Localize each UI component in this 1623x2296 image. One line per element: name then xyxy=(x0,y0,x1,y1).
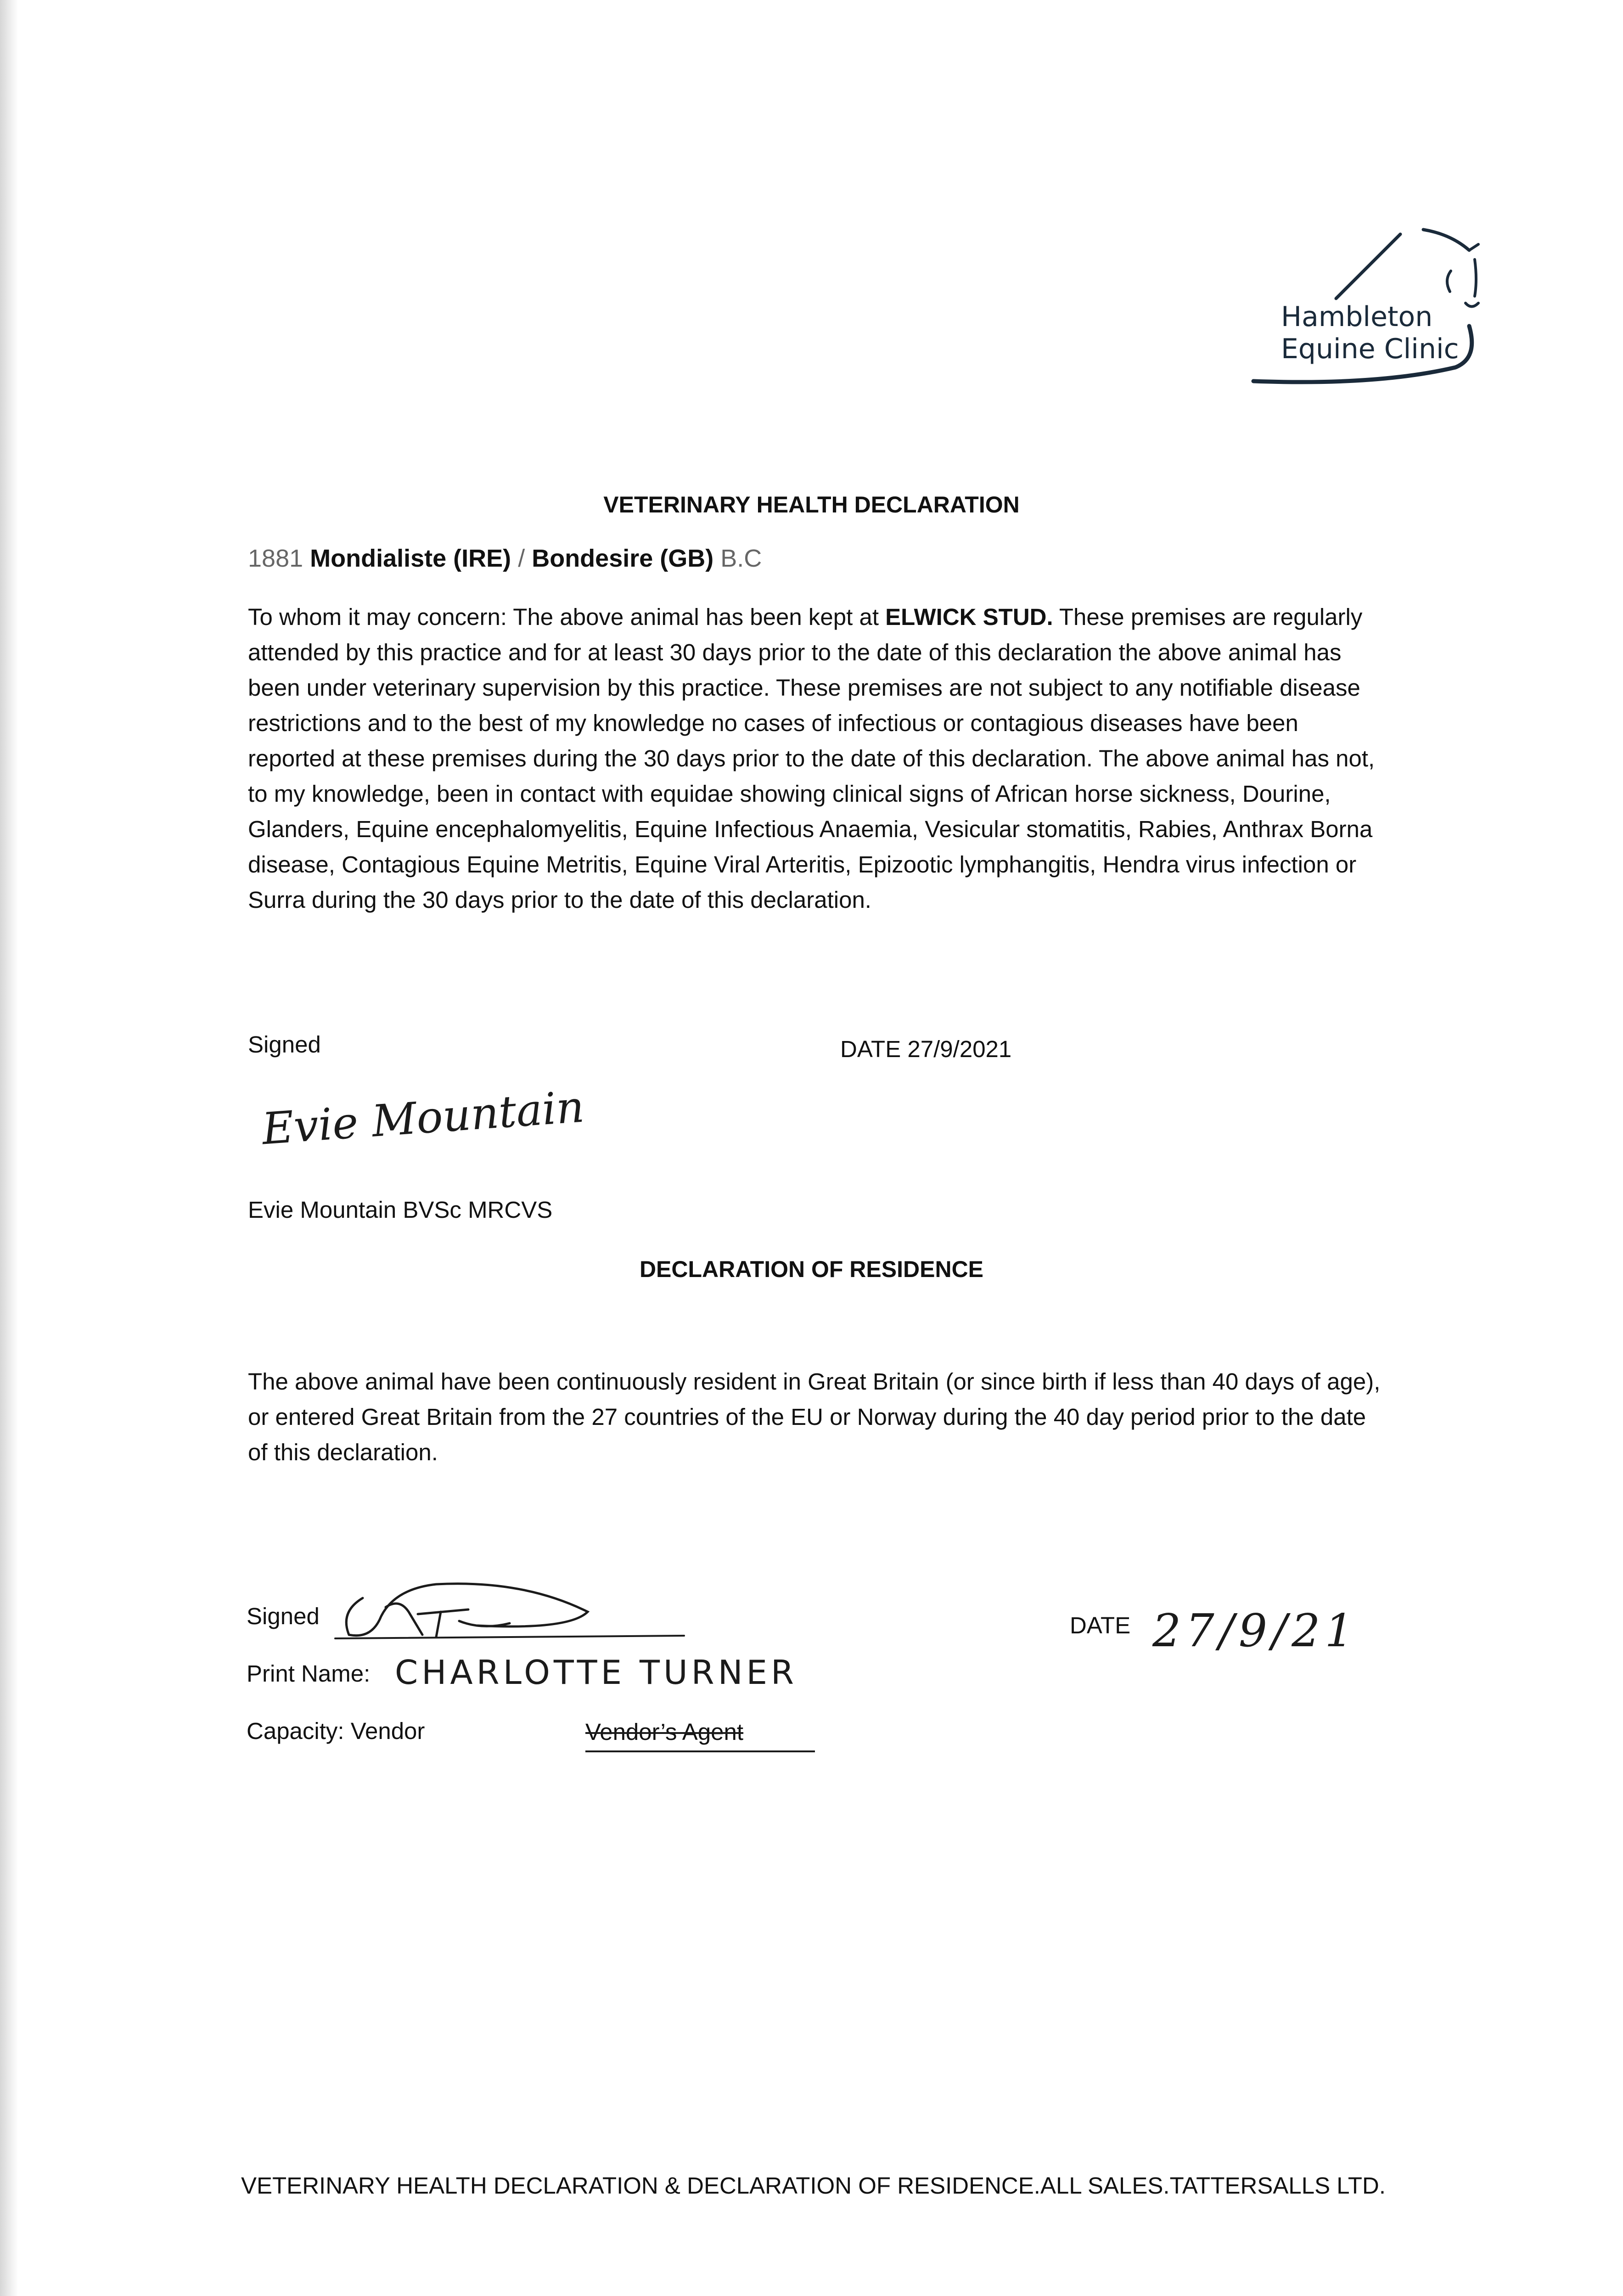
capacity-label: Capacity: Vendor xyxy=(247,1718,425,1744)
logo-name-line1: Hambleton xyxy=(1281,301,1433,333)
residence-declaration-title: DECLARATION OF RESIDENCE xyxy=(639,1256,984,1282)
signature-scribble xyxy=(331,1570,698,1653)
print-name-value: CHARLOTTE TURNER xyxy=(395,1653,798,1692)
horse-name: Mondialiste (IRE) xyxy=(310,545,511,572)
residence-declaration-body: The above animal have been continuously resident in Great Britain (or since birth if less than 40 days of age), or entered Great Britain from the 27 countries of the EU or Norway during the 40 day period prior to the date of this declaration. xyxy=(248,1368,1381,1465)
name-separator: / xyxy=(518,545,525,572)
vet-date: DATE 27/9/2021 xyxy=(840,1036,1012,1062)
health-declaration-title: VETERINARY HEALTH DECLARATION xyxy=(603,492,1020,518)
capacity-underline xyxy=(585,1750,815,1752)
health-declaration-body xyxy=(248,599,1387,917)
logo-name-line2: Equine Clinic xyxy=(1281,333,1459,365)
vet-signature: Evie Mountain xyxy=(260,1081,586,1155)
scan-edge-shadow xyxy=(0,0,18,2296)
lot-number: 1881 xyxy=(248,545,303,572)
vet-signatory-name: Evie Mountain BVSc MRCVS xyxy=(248,1197,553,1223)
vendor-signed-label: Signed xyxy=(247,1603,320,1629)
horse-sex: B.C xyxy=(720,545,762,572)
vendor-date-value: 27/9/21 xyxy=(1152,1605,1358,1657)
print-name-label: Print Name: xyxy=(247,1660,371,1687)
body-text-part1: To whom it may concern: The above animal has been kept at xyxy=(248,604,886,630)
vendor-signature xyxy=(331,1570,698,1655)
page-footer: VETERINARY HEALTH DECLARATION & DECLARATION OF RESIDENCE.ALL SALES.TATTERSALLS LTD. xyxy=(241,2172,1386,2199)
horse-identity-line xyxy=(248,544,762,573)
capacity-struck-option: Vendor’s Agent xyxy=(585,1719,744,1745)
vendor-date-label: DATE xyxy=(1070,1612,1131,1638)
vet-signed-label: Signed xyxy=(248,1031,321,1058)
body-text-part2: These premises are regularly attended by this practice and for at least 30 days prior to the date of this declaration the above animal has been under veterinary supervision by this practice. These premises are not subject to any notifiable disease restrictions and to the best of my knowledge no cases of infectious or contagious diseases have been reported at these premises during the 30 days prior to the date of this declaration. The above animal has not, to my knowledge, been in contact with equidae showing clinical signs of African horse sickness, Dourine, Glanders, Equine encephalomyelitis, Equine Infectious Anaemia, Vesicular stomatitis, Rabies, Anthrax Borna disease, Contagious Equine Metritis, Equine Viral Arteritis, Epizootic lymphangitis, Hendra virus infection or Surra during the 30 days prior to the date of this declaration. xyxy=(248,604,1375,913)
dam-name: Bondesire (GB) xyxy=(532,545,714,572)
clinic-logo xyxy=(1240,216,1497,409)
premises-name: ELWICK STUD. xyxy=(885,604,1053,630)
